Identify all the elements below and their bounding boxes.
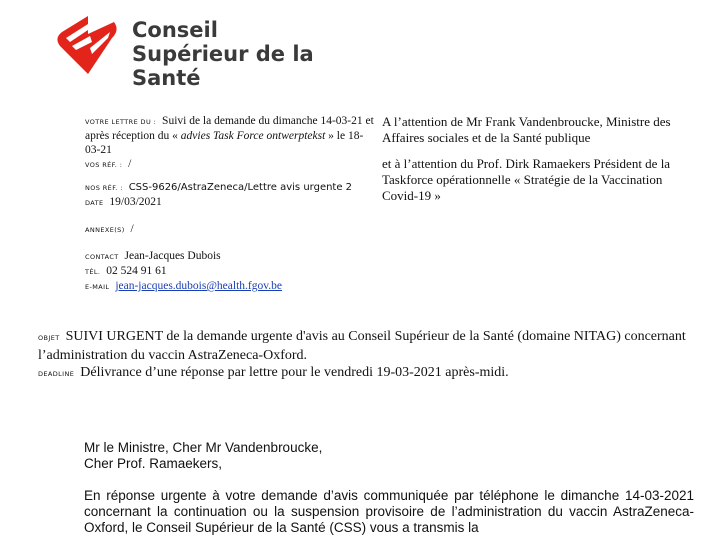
tel-value: 02 524 91 61 xyxy=(106,265,167,277)
votre-lettre-row xyxy=(85,114,375,157)
contact-label: CONTACT xyxy=(85,253,119,261)
email-link[interactable]: jean-jacques.dubois@health.fgov.be xyxy=(115,280,282,292)
css-logo xyxy=(52,8,342,90)
logo-line-1: Conseil xyxy=(132,18,218,42)
nos-ref-row xyxy=(85,180,375,195)
address-para-1: A l’attention de Mr Frank Vandenbroucke, Ministre des Affaires sociales et de la Santé publique xyxy=(382,114,671,145)
contact-row xyxy=(85,249,375,264)
logo-wordmark xyxy=(132,18,342,90)
annexe-row xyxy=(85,222,375,237)
objet-row xyxy=(38,328,698,364)
nos-ref-value: CSS-9626/AstraZeneca/Lettre avis urgente 2 xyxy=(128,182,353,193)
annexe-value: / xyxy=(130,223,134,235)
salutation-line-1: Mr le Ministre, Cher Mr Vandenbroucke, xyxy=(84,440,323,455)
deadline-row xyxy=(38,364,698,383)
salutation-line-2: Cher Prof. Ramaekers, xyxy=(84,456,223,471)
date-value: 19/03/2021 xyxy=(109,196,162,208)
email-row xyxy=(85,279,375,294)
objet-label: OBJET xyxy=(38,334,60,342)
votre-lettre-label: VOTRE LETTRE DU : xyxy=(85,118,157,126)
vos-ref-value: / xyxy=(128,158,132,170)
css-logo-icon xyxy=(52,8,126,78)
nos-ref-label: NOS RÉF. : xyxy=(85,184,123,192)
tel-row xyxy=(85,264,375,279)
deadline-text: Délivrance d’une réponse par lettre pour le vendredi 19-03-2021 après-midi. xyxy=(80,365,509,380)
tel-label: TÉL. xyxy=(85,268,101,276)
recipient-address xyxy=(382,114,692,214)
vos-ref-row xyxy=(85,157,375,172)
address-para-2: et à l’attention du Prof. Dirk Ramaekers Président de la Taskforce opérationnelle « Stratégie de la Vaccination Covid-19 » xyxy=(382,156,671,203)
annexe-label: ANNEXE(S) xyxy=(85,226,125,234)
votre-lettre-italic: advies Task Force ontwerptekst xyxy=(180,130,326,142)
letter-meta xyxy=(85,114,375,294)
votre-lettre-value-a: Suivi de la demande du dimanche 14-03-21 et après réception du « xyxy=(85,115,374,142)
deadline-label: DEADLINE xyxy=(38,370,75,378)
subject-block xyxy=(38,328,698,383)
email-label: E-MAIL xyxy=(85,283,110,291)
votre-lettre-value-b: » le 18-03-21 xyxy=(85,130,364,156)
body-paragraph: En réponse urgente à votre demande d’avis communiquée par téléphone le dimanche 14-03-2021 concernant la continuation ou la suspension provisoire de l’administration du vaccin AstraZeneca-Oxford, le Conseil Supérieur de la Santé (CSS) vous a transmis la xyxy=(84,488,694,535)
date-row xyxy=(85,195,375,210)
logo-line-2: Supérieur de la Santé xyxy=(132,42,314,90)
objet-text: SUIVI URGENT de la demande urgente d'avis au Conseil Supérieur de la Santé (domaine NITAG) concernant l’administration du vaccin AstraZeneca-Oxford. xyxy=(38,329,686,363)
vos-ref-label: VOS RÉF. : xyxy=(85,161,123,169)
contact-value: Jean-Jacques Dubois xyxy=(124,250,221,262)
date-label: DATE xyxy=(85,199,104,207)
letter-body xyxy=(84,440,694,536)
